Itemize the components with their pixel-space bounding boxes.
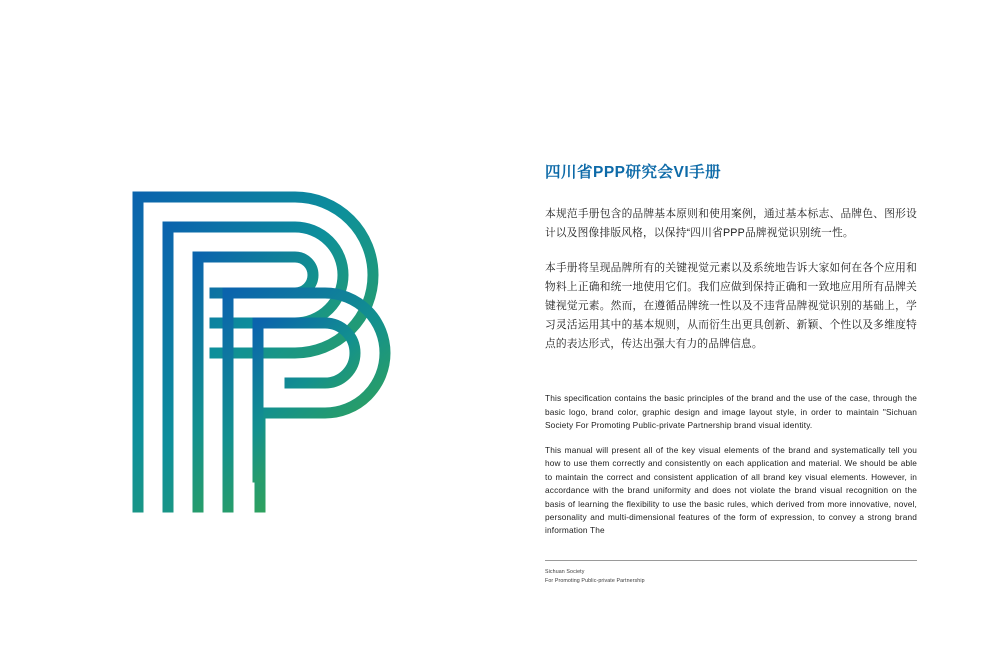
intro-paragraph-en-1: This specification contains the basic principles of the brand and the use of the case, through the basic logo, brand color, graphic design and image layout style, in order to maintain "Sichuan Society For Promoting Public-private Partnership brand visual identity. xyxy=(545,393,917,431)
footer-divider xyxy=(545,560,917,561)
section-spacer xyxy=(545,370,917,392)
brand-logo xyxy=(120,175,420,515)
footer-line-1: Sichuan Society xyxy=(545,568,585,575)
footer xyxy=(545,568,917,585)
footer-line-2: For Promoting Public-private Partnership xyxy=(545,577,645,584)
page-title: 四川省PPP研究会VI手册 xyxy=(545,164,722,181)
intro-paragraph-en-2: This manual will present all of the key visual elements of the brand and systematically tell you how to use them correctly and consistently on each application and material. We should be able to maintain the correct and consistent application of all brand key visual elements. However, in accordance with the brand uniformity and does not violate the brand visual recognition on the basis of learning the flexibility to use the basic rules, which derived from more innovative, novel, personality and multi-dimensional features of the form of expression, to convey a strong brand information The xyxy=(545,444,917,536)
intro-paragraph-cn-2: 本手册将呈现品牌所有的关键视觉元素以及系统地告诉大家如何在各个应用和物料上正确和统一地使用它们。我们应做到保持正确和一致地应用所有品牌关键视觉元素。然而，在遵循品牌统一性以及不违背品牌视觉识别的基础上，学习灵活运用其中的基本规则，从而衍生出更具创新、新颖、个性以及多维度特点的表达形式，传达出强大有力的品牌信息。 xyxy=(545,262,917,351)
intro-paragraph-cn-1: 本规范手册包含的品牌基本原则和使用案例，通过基本标志、品牌色、图形设计以及图像排版风格，以保持“四川省PPP品牌视觉识别统一性。 xyxy=(545,208,917,240)
document-content xyxy=(545,163,917,585)
